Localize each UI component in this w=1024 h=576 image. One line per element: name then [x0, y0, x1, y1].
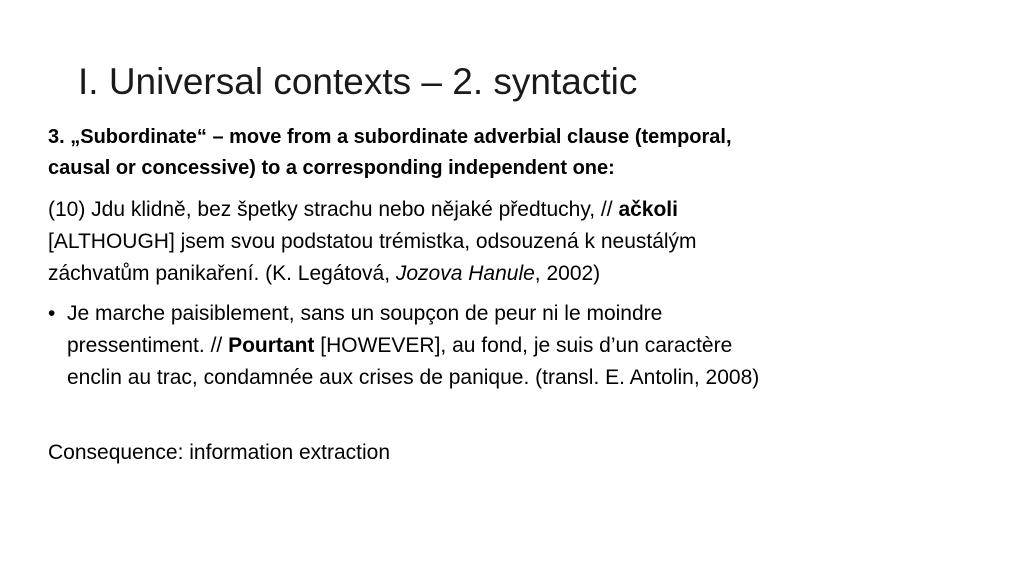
- example-line-2: [ALTHOUGH] jsem svou podstatou trémistka, odsouzená k neustálým: [48, 230, 697, 253]
- example-line-3-text: záchvatům panikaření. (K. Legátová,: [48, 262, 396, 285]
- heading-line-1: 3. „Subordinate“ – move from a subordinate adverbial clause (temporal,: [48, 126, 732, 148]
- bullet-line-3: enclin au trac, condamnée aux crises de panique. (transl. E. Antolin, 2008): [67, 366, 760, 389]
- example-line-1-text: (10) Jdu klidně, bez špetky strachu nebo nějaké předtuchy, //: [48, 198, 619, 221]
- example-line-3-end: , 2002): [534, 262, 601, 285]
- bullet-line-1: Je marche paisiblement, sans un soupçon de peur ni le moindre: [67, 302, 663, 325]
- slide-title: I. Universal contexts – 2. syntactic: [78, 61, 638, 102]
- bullet-line-2-end: [HOWEVER], au fond, je suis d’un caractère: [314, 334, 733, 357]
- czech-example: [48, 194, 978, 290]
- bullet-marker: •: [48, 302, 56, 325]
- consequence-line: Consequence: information extraction: [48, 441, 391, 464]
- bullet-keyword-pourtant: Pourtant: [228, 334, 315, 357]
- section-heading: [48, 122, 978, 184]
- heading-line-2: causal or concessive) to a corresponding independent one:: [48, 157, 615, 179]
- slide-content: [48, 122, 978, 469]
- bullet-line-2-text: pressentiment. //: [67, 334, 229, 357]
- example-keyword-ackoli: ačkoli: [618, 198, 678, 221]
- example-source-title: Jozova Hanule: [395, 262, 535, 285]
- french-translation-bullet: [48, 298, 978, 394]
